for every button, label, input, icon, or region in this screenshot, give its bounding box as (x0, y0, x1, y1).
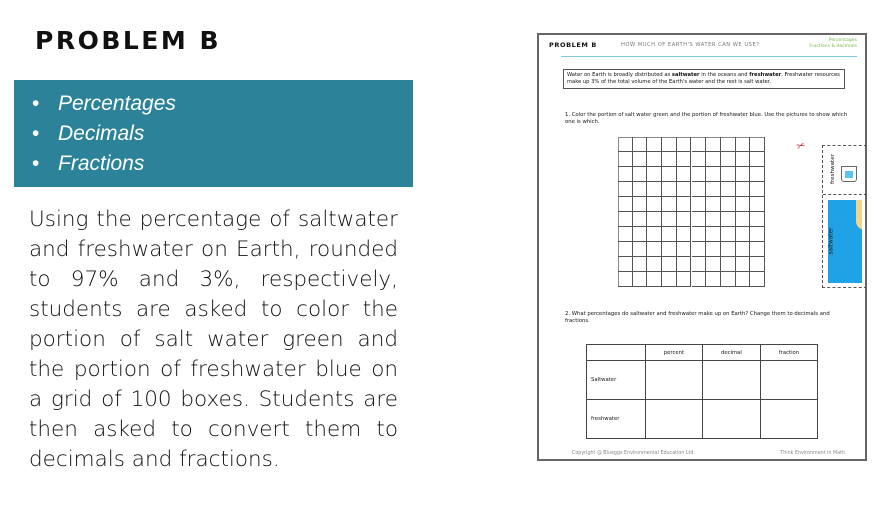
answer-table (586, 344, 818, 439)
water-glass-icon (841, 166, 857, 182)
answer-cell (646, 400, 703, 439)
grid-cell[interactable] (736, 167, 751, 182)
grid-cell[interactable] (692, 137, 707, 152)
grid-cell[interactable] (647, 152, 662, 167)
grid-cell[interactable] (736, 227, 751, 242)
cut-line (823, 194, 867, 195)
row-label: Saltwater (587, 361, 646, 400)
grid-cell[interactable] (750, 152, 765, 167)
grid-cell[interactable] (721, 137, 736, 152)
grid-cell[interactable] (647, 197, 662, 212)
bullet-icon: • (32, 152, 40, 175)
hundred-grid (618, 137, 765, 287)
grid-cell[interactable] (721, 242, 736, 257)
grid-cell[interactable] (677, 227, 692, 242)
grid-cell[interactable] (647, 272, 662, 287)
grid-cell[interactable] (692, 242, 707, 257)
table-header-row (587, 345, 818, 361)
header-cell: percent (646, 345, 703, 361)
grid-cell[interactable] (706, 167, 721, 182)
intro-text: Water on Earth is broadly distributed as (567, 72, 672, 78)
description-text: Using the percentage of saltwater and freshwater on Earth, rounded to 97% and 3%, respectively, students are asked to color the portion of salt water green and the portion of freshwater blue on a grid of 100 boxes. Students are then asked to convert them to decimals and fractions. (29, 207, 398, 472)
topics-list (14, 80, 413, 179)
answer-cell (702, 361, 760, 400)
grid-cell[interactable] (633, 167, 648, 182)
grid-cell[interactable] (618, 137, 633, 152)
grid-cell[interactable] (721, 257, 736, 272)
intro-box (563, 69, 845, 89)
answer-cell (760, 400, 817, 439)
grid-cell[interactable] (721, 272, 736, 287)
answer-cell (646, 361, 703, 400)
grid-cell[interactable] (677, 152, 692, 167)
grid-cell[interactable] (647, 212, 662, 227)
grid-cell[interactable] (692, 212, 707, 227)
grid-cell[interactable] (736, 197, 751, 212)
grid-cell[interactable] (736, 272, 751, 287)
grid-cell[interactable] (721, 197, 736, 212)
grid-cell[interactable] (750, 182, 765, 197)
grid-cell[interactable] (677, 167, 692, 182)
cutout-panel (822, 145, 867, 288)
table-row (587, 361, 818, 400)
grid-cell[interactable] (706, 137, 721, 152)
slide-title: PROBLEM B (35, 26, 222, 55)
grid-cell[interactable] (736, 137, 751, 152)
saltwater-label: saltwater (828, 227, 835, 255)
grid-cell[interactable] (692, 152, 707, 167)
grid-cell[interactable] (750, 212, 765, 227)
grid-cell[interactable] (736, 242, 751, 257)
grid-cell[interactable] (706, 272, 721, 287)
worksheet-question-heading: HOW MUCH OF EARTH'S WATER CAN WE USE? (621, 42, 760, 48)
grid-cell[interactable] (721, 167, 736, 182)
grid-cell[interactable] (633, 242, 648, 257)
grid-cell[interactable] (633, 182, 648, 197)
question-2: 2. What percentages do saltwater and freshwater make up on Earth? Change them to decimals and fractions. (565, 311, 830, 324)
grid-cell[interactable] (618, 272, 633, 287)
grid-cell[interactable] (736, 152, 751, 167)
freshwater-label: freshwater (829, 154, 836, 184)
grid-cell[interactable] (647, 242, 662, 257)
topic-item (30, 89, 413, 119)
grid-cell[interactable] (692, 227, 707, 242)
worksheet-tag: Percentages (828, 38, 857, 43)
header-cell: decimal (702, 345, 760, 361)
grid-cell[interactable] (662, 242, 677, 257)
grid-cell[interactable] (677, 272, 692, 287)
bullet-icon: • (32, 122, 40, 145)
footer-copyright: Copyright @ Blueggs Environmental Education Ltd. (572, 451, 695, 456)
topics-box (14, 80, 413, 187)
grid-cell[interactable] (706, 227, 721, 242)
grid-cell[interactable] (618, 242, 633, 257)
grid-cell[interactable] (721, 227, 736, 242)
grid-cell[interactable] (706, 212, 721, 227)
topic-item (30, 119, 413, 149)
grid-cell[interactable] (618, 212, 633, 227)
grid-cell[interactable] (736, 182, 751, 197)
grid-cell[interactable] (692, 167, 707, 182)
grid-cell[interactable] (647, 137, 662, 152)
grid-cell[interactable] (721, 182, 736, 197)
grid-cell[interactable] (633, 197, 648, 212)
grid-cell[interactable] (677, 212, 692, 227)
row-label: freshwater (587, 400, 646, 439)
grid-cell[interactable] (633, 137, 648, 152)
topic-item (30, 149, 413, 179)
grid-cell[interactable] (633, 257, 648, 272)
grid-cell[interactable] (662, 167, 677, 182)
grid-cell[interactable] (721, 152, 736, 167)
intro-bold-saltwater: saltwater (671, 72, 700, 78)
header-divider (561, 56, 857, 57)
grid-cell[interactable] (662, 227, 677, 242)
footer-tagline: Think Environment in Math (780, 451, 845, 456)
grid-cell[interactable] (618, 197, 633, 212)
table-row (587, 400, 818, 439)
question-1: 1. Color the portion of salt water green and the portion of freshwater blue. Use the pictures to show which one is which. (565, 112, 848, 125)
scissors-icon: ✂ (795, 139, 808, 154)
grid-cell[interactable] (750, 257, 765, 272)
grid-cell[interactable] (633, 227, 648, 242)
grid-cell[interactable] (677, 257, 692, 272)
grid-cell[interactable] (633, 272, 648, 287)
topic-label: Decimals (58, 122, 145, 145)
grid-cell[interactable] (662, 257, 677, 272)
intro-text: . Freshwater resources make up 3% of the total volume of the Earth's water and the rest is salt water. (567, 72, 840, 85)
beach-sand (856, 200, 862, 230)
grid-cell[interactable] (721, 212, 736, 227)
grid-cell[interactable] (750, 197, 765, 212)
grid-cell[interactable] (750, 137, 765, 152)
grid-cell[interactable] (618, 227, 633, 242)
grid-cell[interactable] (706, 152, 721, 167)
grid-cell[interactable] (633, 212, 648, 227)
intro-bold-freshwater: freshwater (749, 72, 782, 78)
worksheet-title: PROBLEM B (549, 41, 597, 49)
grid-cell[interactable] (706, 242, 721, 257)
worksheet-tags (809, 38, 857, 50)
grid-cell[interactable] (692, 197, 707, 212)
header-cell (587, 345, 646, 361)
grid-cell[interactable] (662, 182, 677, 197)
intro-text: in the oceans and (699, 72, 750, 78)
grid-cell[interactable] (647, 227, 662, 242)
grid-cell[interactable] (677, 197, 692, 212)
grid-cell[interactable] (736, 257, 751, 272)
grid-cell[interactable] (618, 152, 633, 167)
grid-cell[interactable] (750, 167, 765, 182)
grid-cell[interactable] (692, 272, 707, 287)
bullet-icon: • (32, 92, 40, 115)
grid-cell[interactable] (618, 257, 633, 272)
grid-cell[interactable] (662, 212, 677, 227)
grid-cell[interactable] (633, 152, 648, 167)
grid-cell[interactable] (692, 182, 707, 197)
grid-cell[interactable] (750, 272, 765, 287)
worksheet-image (537, 33, 867, 461)
grid-cell[interactable] (662, 152, 677, 167)
grid-cell[interactable] (750, 242, 765, 257)
header-cell: fraction (760, 345, 817, 361)
grid-cell[interactable] (706, 197, 721, 212)
grid-cell[interactable] (618, 182, 633, 197)
grid-cell[interactable] (647, 167, 662, 182)
grid-cell[interactable] (706, 182, 721, 197)
topic-label: Percentages (58, 92, 176, 115)
grid-cell[interactable] (618, 167, 633, 182)
answer-cell (702, 400, 760, 439)
grid-cell[interactable] (706, 257, 721, 272)
grid-cell[interactable] (677, 137, 692, 152)
grid-cell[interactable] (647, 257, 662, 272)
grid-cell[interactable] (692, 257, 707, 272)
grid-cell[interactable] (662, 137, 677, 152)
grid-cell[interactable] (662, 272, 677, 287)
worksheet-tag: Fractions & decimals (809, 44, 857, 49)
topic-label: Fractions (58, 152, 145, 175)
grid-cell[interactable] (677, 182, 692, 197)
grid-cell[interactable] (647, 182, 662, 197)
grid-cell[interactable] (750, 227, 765, 242)
answer-cell (760, 361, 817, 400)
grid-cell[interactable] (662, 197, 677, 212)
grid-cell[interactable] (736, 212, 751, 227)
ocean-picture (828, 200, 862, 283)
grid-cell[interactable] (677, 242, 692, 257)
